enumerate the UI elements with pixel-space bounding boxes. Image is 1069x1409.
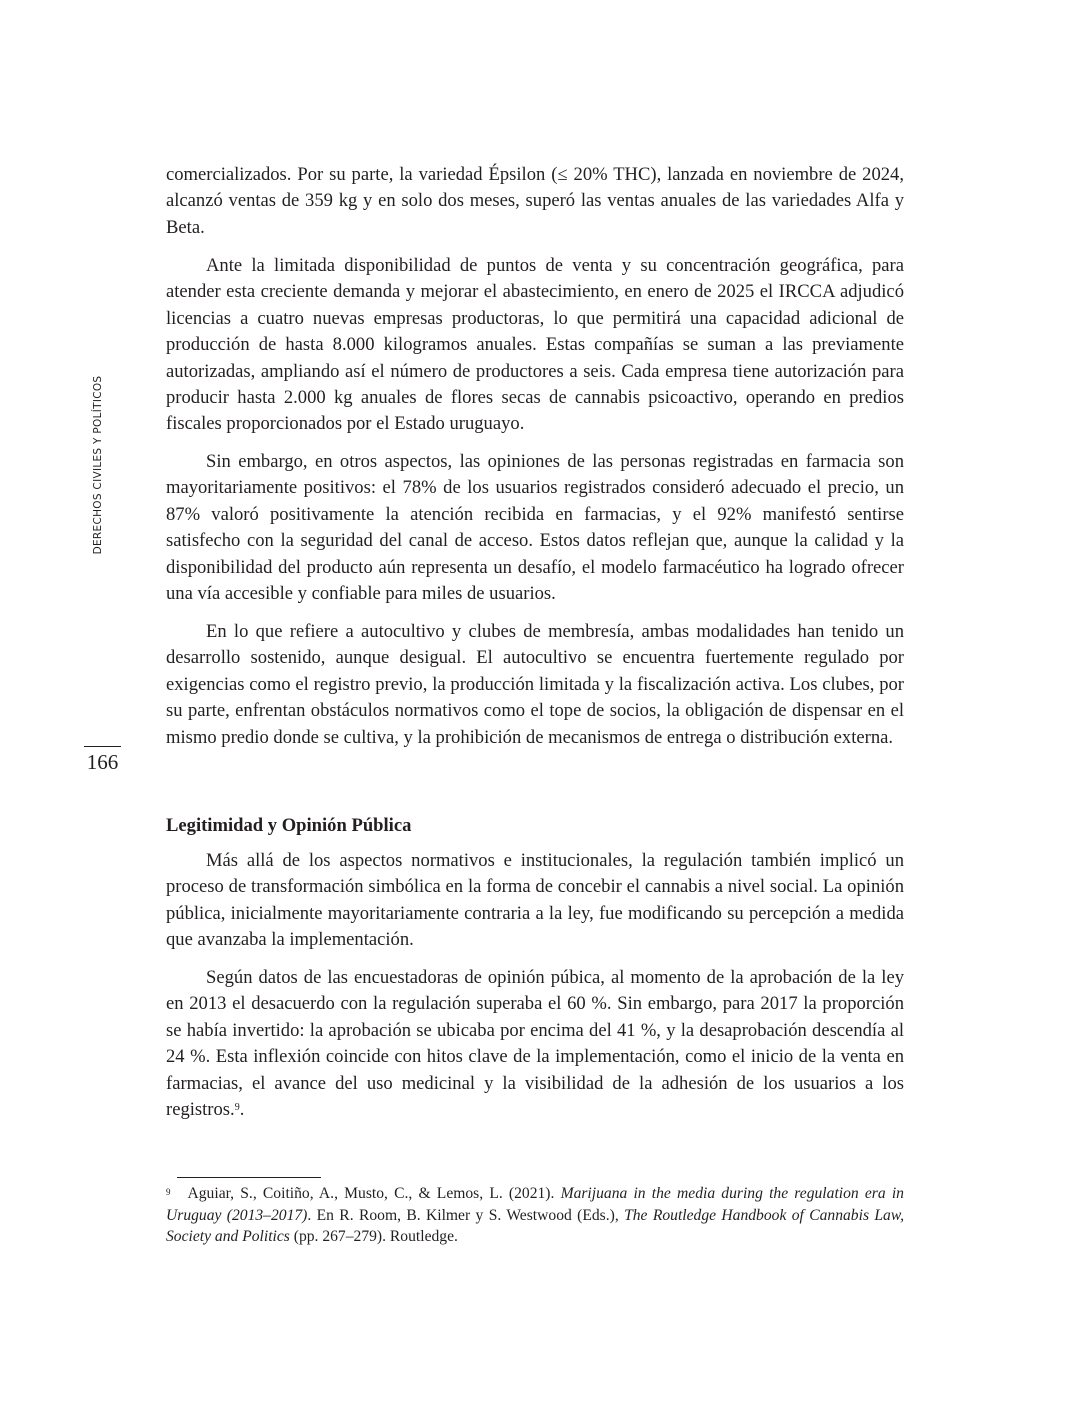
paragraph-end: . (239, 1099, 245, 1121)
footnote-authors: Aguiar, S., Coitiño, A., Musto, C., & Lemos, L. (2021). (187, 1185, 561, 1202)
paragraph-opinion-polls (166, 965, 904, 1123)
paragraph-production-licenses: Ante la limitada disponibilidad de puntos de venta y su concentración geográfica, para atender esta creciente demanda y mejorar el abastecimiento, en enero de 2025 el IRCCA adjudicó licencias a cuatro nuevas empresas productoras, lo que permitirá una capacidad adicional de producción de hasta 8.000 kilogramos anuales. Estas compañías se suman a las previamente autorizadas, ampliando así el número de productores a seis. Cada empresa tiene autorización para producir hasta 2.000 kg anuales de flores secas de cannabis psicoactivo, operando en predios fiscales proporcionados por el Estado uruguayo. (166, 255, 904, 435)
footnote-number: 9 (166, 1187, 171, 1197)
footnote-mid: . En R. Room, B. Kilmer y S. Westwood (Eds.), (307, 1206, 625, 1224)
paragraph-text: Según datos de las encuestadoras de opinión púbica, al momento de la aprobación de la ley en 2013 el desacuerdo con la regulación superaba el 60 %. Sin embargo, para 2017 la proporción se había invertido: la aprobación se ubicaba por encima del 41 %, y la desaprobación descendía al 24 %. Esta inflexión coincide con hitos clave de la implementación, como el inicio de la venta en farmacias, el avance del uso medicinal y la visibilidad de la adhesión de los usuarios a los registros. (166, 967, 904, 1121)
footnote (166, 1183, 904, 1248)
running-head: DERECHOS CIVILES Y POLÍTICOS (92, 375, 104, 555)
footnote-reference[interactable]: 9 (234, 1102, 240, 1114)
page-number-rule (84, 746, 121, 747)
section-heading: Legitimidad y Opinión Pública (166, 815, 412, 836)
footnote-book: The Routledge Handbook of Cannabis Law, Society and Politics (166, 1206, 904, 1246)
paragraph-symbolic-transformation: Más allá de los aspectos normativos e institucionales, la regulación también implicó un proceso de transformación simbólica en la forma de concebir el cannabis a nivel social. La opinión pública, inicialmente mayoritariamente contraria a la ley, fue modificando su percepción a medida que avanzaba la implementación. (166, 850, 904, 951)
footnote-end: (pp. 267–279). Routledge. (289, 1228, 458, 1246)
footnote-rule (177, 1177, 321, 1178)
page-number: 166 (86, 750, 119, 774)
paragraph-continuation: comercializados. Por su parte, la variedad Épsilon (≤ 20% THC), lanzada en noviembre de 2024, alcanzó ventas de 359 kg y en solo dos meses, superó las ventas anuales de las variedades Alfa y Beta. (166, 164, 904, 238)
paragraph-user-opinions: Sin embargo, en otros aspectos, las opiniones de las personas registradas en farmacia son mayoritariamente positivos: el 78% de los usuarios registrados consideró adecuado el precio, un 87% valoró positivamente la atención recibida en farmacias, y el 92% manifestó sentirse satisfecho con la seguridad del canal de acceso. Estos datos reflejan que, aunque la calidad y la disponibilidad del producto aún representa un desafío, el modelo farmacéutico ha logrado ofrecer una vía accesible y confiable para miles de usuarios. (166, 451, 904, 605)
paragraph-autocultivo-clubs: En lo que refiere a autocultivo y clubes de membresía, ambas modalidades han tenido un desarrollo sostenido, aunque desigual. El autocultivo se encuentra fuertemente regulado por exigencias como el registro previo, la producción limitada y la fiscalización activa. Los clubes, por su parte, enfrentan obstáculos normativos como el tope de socios, la obligación de dispensar en el mismo predio donde se cultiva, y la prohibición de mecanismos de entrega o distribución externa. (166, 621, 904, 748)
footnote-title: Marijuana in the media during the regulation era in Uruguay (2013–2017) (166, 1185, 904, 1224)
